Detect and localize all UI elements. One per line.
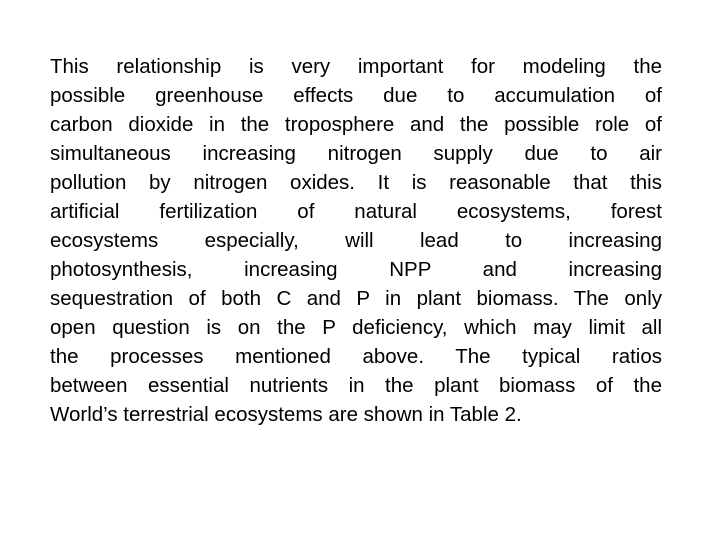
paragraph-line: possible greenhouse effects due to accumulation of bbox=[50, 84, 662, 107]
paragraph-line: photosynthesis, increasing NPP and increasing bbox=[50, 258, 662, 281]
paragraph-line: artificial fertilization of natural ecosystems, forest bbox=[50, 200, 662, 223]
paragraph-line: the processes mentioned above. The typical ratios bbox=[50, 345, 662, 368]
paragraph-line: sequestration of both C and P in plant biomass. The only bbox=[50, 287, 662, 310]
paragraph-line: pollution by nitrogen oxides. It is reasonable that this bbox=[50, 171, 662, 194]
paragraph-line: open question is on the P deficiency, which may limit all bbox=[50, 316, 662, 339]
paragraph-line: This relationship is very important for modeling the bbox=[50, 55, 662, 78]
paragraph-line: between essential nutrients in the plant biomass of the bbox=[50, 374, 662, 397]
paragraph-line: World’s terrestrial ecosystems are shown in Table 2. bbox=[50, 403, 522, 426]
body-paragraph bbox=[50, 52, 662, 429]
paragraph-line: carbon dioxide in the troposphere and the possible role of bbox=[50, 113, 662, 136]
paragraph-line: ecosystems especially, will lead to increasing bbox=[50, 229, 662, 252]
paragraph-line: simultaneous increasing nitrogen supply due to air bbox=[50, 142, 662, 165]
